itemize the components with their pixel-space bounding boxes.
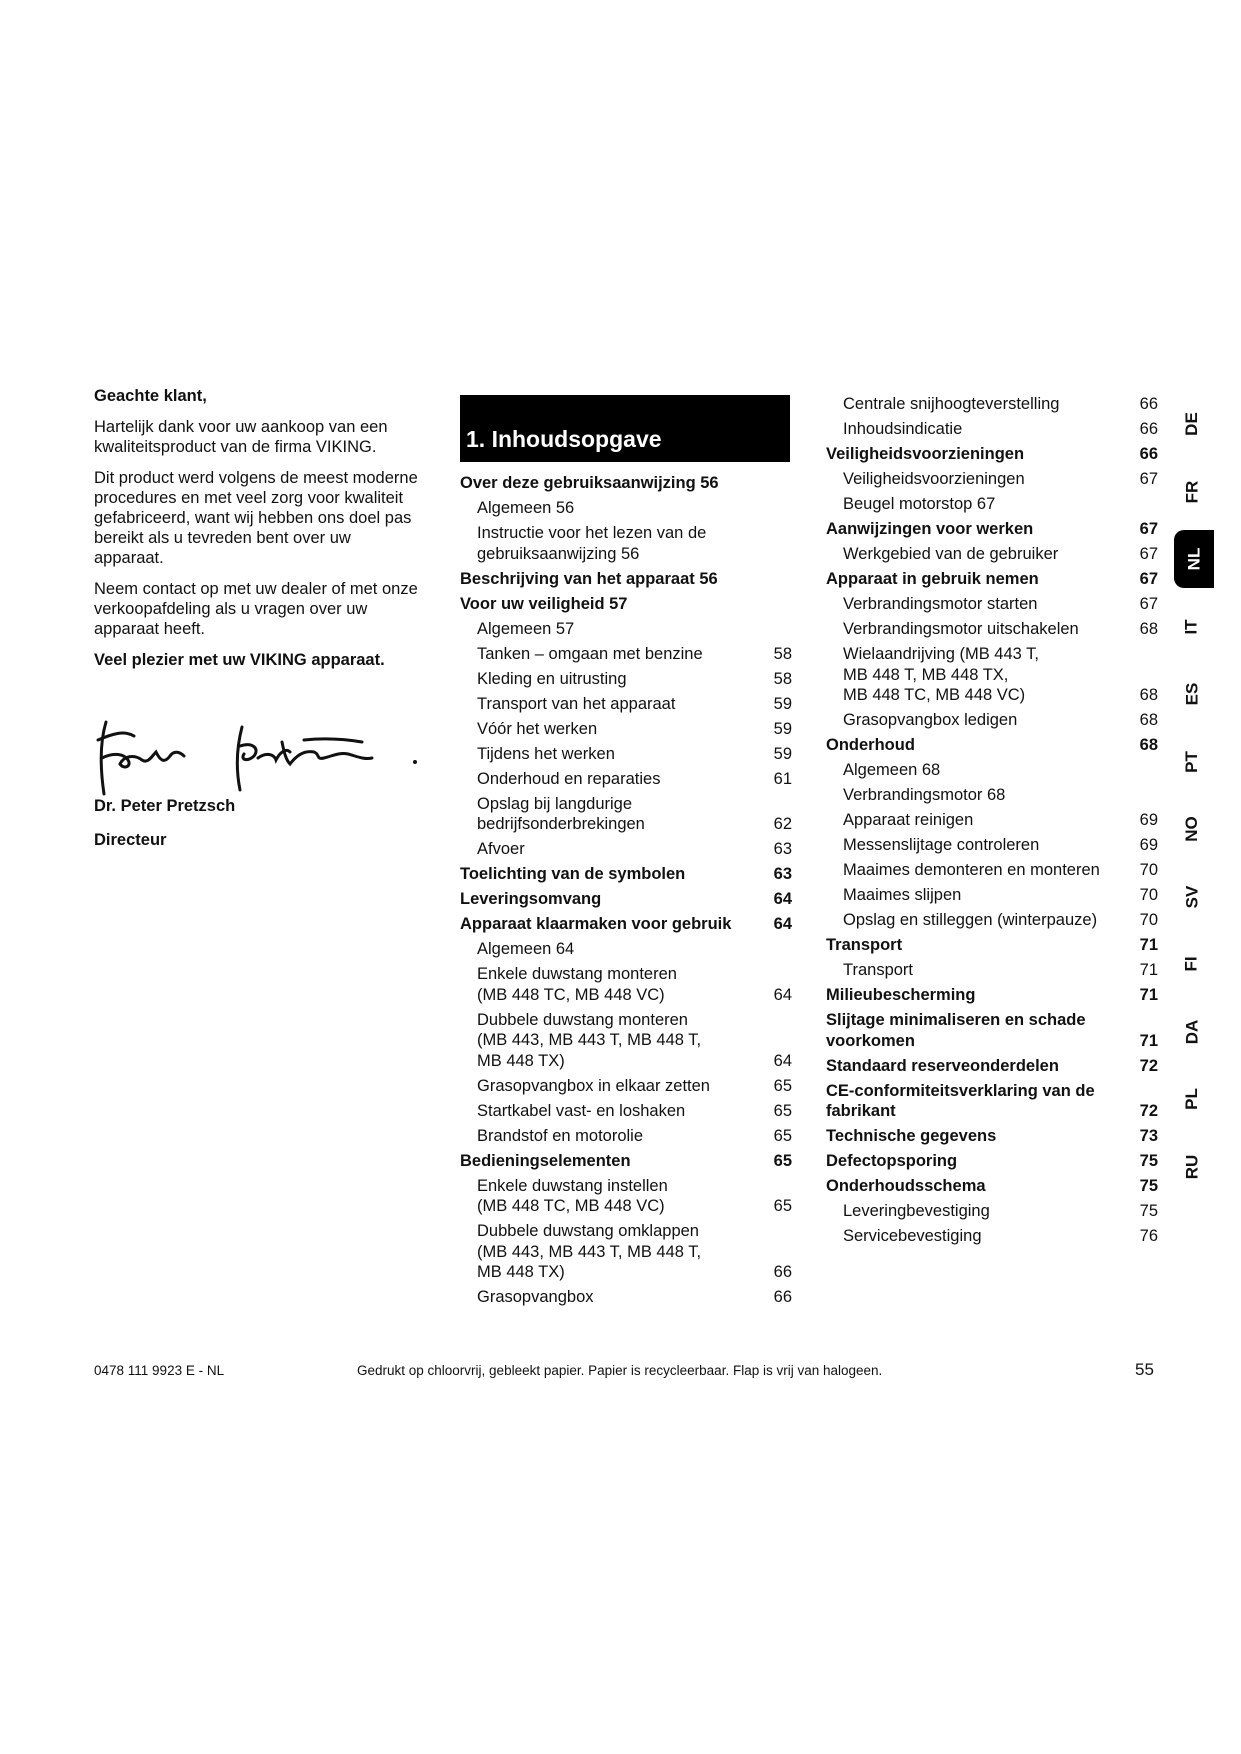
toc-entry-page: 68 [1139, 736, 1158, 754]
toc-entry-title: Centrale snijhoogteverstelling [843, 395, 1060, 413]
toc-entry [460, 473, 792, 494]
toc-entry [826, 1176, 1158, 1197]
language-tab-es[interactable] [1172, 665, 1212, 723]
toc-entry [460, 1126, 792, 1147]
toc-entry-title: Grasopvangbox ledigen [843, 711, 1018, 729]
toc-entry-title: Tanken – omgaan met benzine [477, 644, 703, 663]
toc-entry-page: 64 [773, 890, 792, 908]
toc-entry-title: Slijtage minimaliseren en schade voorkomen [826, 1011, 1086, 1050]
toc-entry-title: Dubbele duwstang monteren (MB 443, MB 443 T, MB 448 T, MB 448 TX) [477, 1010, 702, 1070]
toc-entry [460, 694, 792, 715]
signer-role: Directeur [94, 831, 167, 849]
toc-entry-page: 65 [773, 1101, 792, 1120]
toc-entry [826, 935, 1158, 956]
toc-entry [460, 889, 792, 910]
language-tab-label: FR [1181, 480, 1201, 503]
toc-entry [460, 1010, 792, 1072]
toc-entry [826, 885, 1158, 906]
toc-entry-title: Startkabel vast- en loshaken [477, 1101, 686, 1120]
language-tab-pl[interactable] [1172, 1070, 1212, 1128]
language-tab-label: NL [1183, 547, 1203, 571]
toc-entry-page: 71 [1139, 986, 1158, 1004]
toc-entry-title: Messenslijtage controleren [843, 836, 1040, 854]
toc-entry-page: 71 [1139, 961, 1158, 979]
toc-entry-title: Onderhoud en reparaties [477, 769, 661, 788]
toc-entry [826, 569, 1158, 590]
document-code: 0478 111 9923 E - NL [94, 1363, 225, 1378]
toc-entry [826, 1126, 1158, 1147]
toc-entry-title: Algemeen 56 [477, 499, 575, 517]
language-tab-pt[interactable] [1172, 733, 1212, 791]
toc-entry [460, 569, 792, 590]
toc-entry-page: 67 [1139, 570, 1158, 588]
language-tab-label: FI [1181, 956, 1201, 972]
toc-entry [826, 544, 1158, 565]
toc-entry-title: Opslag bij langdurige bedrijfsonderbrekingen [477, 794, 645, 833]
toc-entry-title: Leveringbevestiging [843, 1202, 990, 1220]
language-tab-label: SV [1182, 885, 1201, 908]
toc-entry-page: 69 [1139, 811, 1158, 829]
toc-entry-page: 59 [773, 694, 792, 713]
toc-entry-title: Inhoudsindicatie [843, 420, 963, 438]
toc-entry [826, 785, 1158, 806]
toc-entry-page: 70 [1139, 861, 1158, 879]
toc-heading: 1. Inhoudsopgave [460, 395, 790, 462]
toc-entry [826, 1226, 1158, 1247]
toc-entry-title: Afvoer [477, 840, 525, 858]
toc-entry-title: Algemeen 64 [477, 940, 575, 958]
letter-paragraph-1: Hartelijk dank voor uw aankoop van een kwaliteitsproduct van de firma VIKING. [94, 418, 388, 456]
toc-entry [460, 1151, 792, 1172]
toc-entry [826, 710, 1158, 731]
toc-entry-title: Verbrandingsmotor starten [843, 595, 1038, 613]
toc-entry-page: 73 [1139, 1127, 1158, 1145]
toc-entry-page: 67 [1139, 520, 1158, 538]
toc-entry [460, 498, 792, 519]
toc-entry-page: 64 [773, 1051, 792, 1070]
toc-entry-title: Opslag en stilleggen (winterpauze) [843, 911, 1098, 929]
letter [94, 386, 424, 681]
toc-entry-page: 69 [1139, 836, 1158, 854]
language-tabs [1172, 395, 1212, 1179]
toc-entry [460, 1176, 792, 1217]
toc-entry [460, 964, 792, 1005]
page-number: 55 [1135, 1360, 1154, 1379]
toc-entry-title: Apparaat in gebruik nemen [826, 570, 1039, 588]
toc-column-1 [460, 473, 792, 1312]
toc-entry [826, 594, 1158, 615]
toc-entry-title: Grasopvangbox in elkaar zetten [477, 1076, 710, 1095]
toc-entry [460, 839, 792, 860]
toc-entry [826, 985, 1158, 1006]
toc-column-2 [826, 394, 1158, 1251]
toc-entry [826, 619, 1158, 640]
toc-entry-page: 59 [773, 719, 792, 738]
toc-entry-page: 65 [773, 1076, 792, 1095]
toc-entry [460, 939, 792, 960]
toc-entry-page: 70 [1139, 911, 1158, 929]
toc-entry-page: 59 [773, 744, 792, 763]
toc-entry [826, 1151, 1158, 1172]
toc-entry [826, 735, 1158, 756]
toc-entry-title: Apparaat klaarmaken voor gebruik [460, 915, 732, 933]
language-tab-nl[interactable] [1174, 530, 1214, 588]
toc-entry-title: Maaimes demonteren en monteren [843, 861, 1100, 879]
toc-entry-page: 68 [1139, 620, 1158, 638]
toc-entry-title: Tijdens het werken [477, 744, 615, 763]
toc-entry-title: Veiligheidsvoorzieningen [826, 445, 1025, 463]
toc-entry-title: Leveringsomvang [460, 890, 602, 908]
toc-entry-title: Maaimes slijpen [843, 886, 962, 904]
toc-entry-title: Voor uw veiligheid 57 [460, 594, 628, 613]
toc-entry-page: 70 [1139, 886, 1158, 904]
toc-entry-page: 67 [1139, 545, 1158, 563]
toc-entry [826, 910, 1158, 931]
language-tab-sv[interactable] [1172, 868, 1212, 926]
signer-name: Dr. Peter Pretzsch [94, 797, 236, 815]
toc-entry-title: Toelichting van de symbolen [460, 865, 686, 883]
toc-entry [826, 494, 1158, 515]
toc-entry-title: Kleding en uitrusting [477, 669, 627, 688]
toc-entry-title: Over deze gebruiksaanwijzing 56 [460, 474, 719, 492]
toc-entry-page: 65 [773, 1197, 792, 1215]
toc-entry-title: Vóór het werken [477, 719, 598, 738]
toc-entry-title: Beugel motorstop 67 [843, 495, 996, 513]
language-tab-ru[interactable] [1172, 1138, 1212, 1196]
language-tab-label: DE [1182, 412, 1201, 436]
toc-entry-title: Transport [843, 961, 913, 979]
toc-entry [826, 810, 1158, 831]
toc-entry-title: Bedieningselementen [460, 1151, 631, 1170]
language-tab-de[interactable] [1172, 395, 1212, 453]
toc-entry-title: Enkele duwstang monteren (MB 448 TC, MB 448 VC) [477, 965, 677, 1004]
toc-entry-title: Enkele duwstang instellen (MB 448 TC, MB 448 VC) [477, 1176, 668, 1215]
toc-entry-title: Transport van het apparaat [477, 694, 676, 713]
toc-entry-page: 68 [1139, 711, 1158, 729]
toc-entry [826, 860, 1158, 881]
language-tab-label: ES [1182, 682, 1201, 706]
toc-entry [460, 769, 792, 790]
letter-salutation: Geachte klant, [94, 387, 207, 405]
toc-entry-page: 63 [773, 865, 792, 883]
toc-entry-title: Algemeen 57 [477, 619, 575, 638]
toc-entry-title: CE-conformiteitsverklaring van de fabrikant [826, 1081, 1095, 1120]
toc-entry-page: 64 [773, 915, 792, 933]
language-tab-it[interactable] [1172, 598, 1212, 656]
toc-entry-page: 58 [773, 644, 792, 663]
toc-entry-title: Technische gegevens [826, 1127, 997, 1145]
toc-entry-page: 76 [1139, 1227, 1158, 1245]
letter-paragraph-2: Dit product werd volgens de meest moderne procedures en met veel zorg voor kwaliteit gefabriceerd, want wij hebben ons doel pas bereikt als u tevreden bent over uw apparaat. [94, 469, 418, 567]
toc-entry-title: Milieubescherming [826, 986, 976, 1004]
toc-entry-page: 75 [1139, 1177, 1158, 1195]
language-tab-label: PL [1181, 1088, 1201, 1110]
toc-entry [826, 1081, 1158, 1122]
toc-entry-title: Grasopvangbox [477, 1288, 594, 1306]
toc-entry [826, 1010, 1158, 1051]
toc-entry-page: 66 [1139, 420, 1158, 438]
toc-entry-title: Transport [826, 936, 903, 954]
toc-entry-title: Instructie voor het lezen van de gebruiksaanwijzing 56 [477, 524, 707, 563]
toc-entry [460, 594, 792, 615]
toc-entry-page: 63 [773, 840, 792, 858]
toc-entry [460, 719, 792, 740]
toc-entry [826, 644, 1158, 706]
toc-entry [460, 914, 792, 935]
toc-entry [826, 519, 1158, 540]
language-tab-fi[interactable] [1172, 935, 1212, 993]
toc-entry [826, 469, 1158, 490]
toc-entry [460, 1221, 792, 1283]
language-tab-fr[interactable] [1172, 463, 1212, 521]
toc-entry-page: 75 [1139, 1152, 1158, 1170]
letter-paragraph-3: Neem contact op met uw dealer of met onze verkoopafdeling als u vragen over uw apparaat heeft. [94, 580, 418, 638]
toc-entry [460, 864, 792, 885]
toc-entry [826, 444, 1158, 465]
toc-entry [460, 1287, 792, 1308]
toc-entry [460, 1101, 792, 1122]
toc-entry-page: 67 [1139, 595, 1158, 613]
toc-entry-title: Defectopsporing [826, 1152, 958, 1170]
toc-entry-title: Onderhoud [826, 736, 915, 754]
letter-closing: Veel plezier met uw VIKING apparaat. [94, 651, 385, 669]
toc-entry-page: 67 [1139, 470, 1158, 488]
paper-note: Gedrukt op chloorvrij, gebleekt papier. Papier is recycleerbaar. Flap is vrij van halogeen. [357, 1363, 883, 1378]
toc-entry-page: 68 [1139, 686, 1158, 704]
toc-entry [826, 1201, 1158, 1222]
toc-entry-page: 62 [773, 815, 792, 833]
toc-entry-title: Verbrandingsmotor uitschakelen [843, 620, 1079, 638]
toc-entry-page: 61 [773, 769, 792, 788]
toc-entry-title: Servicebevestiging [843, 1227, 982, 1245]
toc-entry-title: Werkgebied van de gebruiker [843, 545, 1059, 563]
toc-entry [826, 760, 1158, 781]
toc-entry-page: 66 [1139, 445, 1158, 463]
toc-entry-title: Verbrandingsmotor 68 [843, 786, 1006, 804]
language-tab-label: NO [1182, 816, 1201, 842]
toc-entry [460, 1076, 792, 1097]
toc-entry-page: 72 [1139, 1102, 1158, 1120]
toc-entry-page: 65 [773, 1151, 792, 1170]
toc-entry [826, 835, 1158, 856]
toc-entry-page: 71 [1139, 936, 1158, 954]
language-tab-da[interactable] [1172, 1003, 1212, 1061]
toc-entry-title: Veiligheidsvoorzieningen [843, 470, 1025, 488]
toc-entry [826, 960, 1158, 981]
language-tab-label: IT [1181, 618, 1201, 635]
toc-entry-page: 71 [1139, 1031, 1158, 1050]
toc-entry-page: 64 [773, 985, 792, 1004]
toc-entry [460, 619, 792, 640]
toc-entry-title: Aanwijzingen voor werken [826, 520, 1034, 538]
toc-entry-title: Dubbele duwstang omklappen (MB 443, MB 443 T, MB 448 T, MB 448 TX) [477, 1222, 702, 1281]
toc-entry-title: Brandstof en motorolie [477, 1126, 644, 1145]
toc-entry-title: Beschrijving van het apparaat 56 [460, 569, 718, 588]
toc-entry-page: 65 [773, 1126, 792, 1145]
toc-entry [826, 419, 1158, 440]
language-tab-label: RU [1182, 1154, 1201, 1179]
toc-entry [460, 523, 792, 564]
language-tab-label: PT [1181, 750, 1201, 773]
toc-entry-title: Apparaat reinigen [843, 811, 974, 829]
toc-entry [826, 1056, 1158, 1077]
toc-entry-title: Standaard reserveonderdelen [826, 1056, 1059, 1075]
toc-entry-page: 66 [773, 1263, 792, 1281]
toc-entry-page: 75 [1139, 1202, 1158, 1220]
language-tab-no[interactable] [1172, 800, 1212, 858]
toc-entry [460, 744, 792, 765]
toc-entry-title: Onderhoudsschema [826, 1177, 986, 1195]
toc-entry [460, 794, 792, 835]
language-tab-label: DA [1182, 1019, 1201, 1044]
toc-entry [826, 394, 1158, 415]
toc-entry-page: 72 [1139, 1056, 1158, 1075]
toc-entry-title: Algemeen 68 [843, 761, 941, 779]
toc-entry-page: 66 [773, 1288, 792, 1306]
toc-entry [460, 669, 792, 690]
toc-entry-page: 66 [1139, 395, 1158, 413]
toc-entry [460, 644, 792, 665]
signature-image [94, 712, 434, 802]
toc-entry-page: 58 [773, 669, 792, 688]
toc-entry-title: Wielaandrijving (MB 443 T, MB 448 T, MB 448 TX, MB 448 TC, MB 448 VC) [843, 645, 1039, 704]
